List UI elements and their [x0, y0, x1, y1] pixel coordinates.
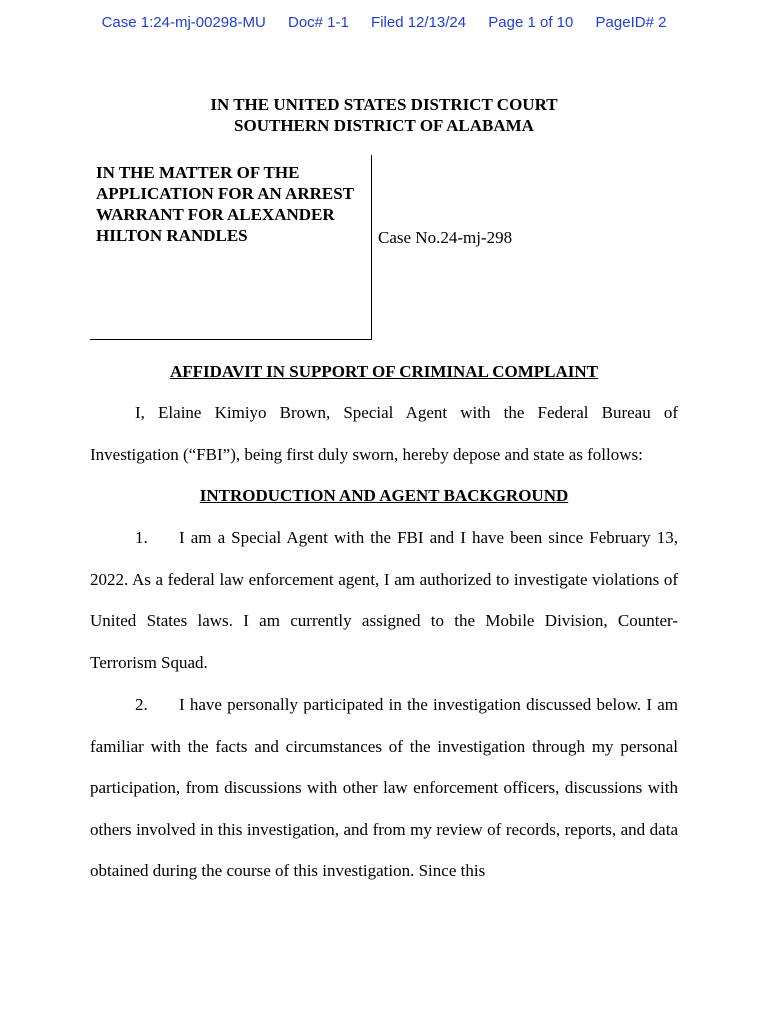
paragraph-1	[90, 517, 678, 683]
court-line-1: IN THE UNITED STATES DISTRICT COURT	[210, 95, 558, 114]
intro-paragraph: I, Elaine Kimiyo Brown, Special Agent with the Federal Bureau of Investigation (“FBI”), being first duly sworn, hereby depose and state as follows:	[90, 403, 678, 464]
stamp-page: Page 1 of 10	[488, 14, 574, 31]
stamp-case: Case 1:24-mj-00298-MU	[101, 14, 266, 31]
section-heading: INTRODUCTION AND AGENT BACKGROUND	[199, 486, 569, 505]
caption-matter: IN THE MATTER OF THE APPLICATION FOR AN ARREST WARRANT FOR ALEXANDER HILTON RANDLES	[96, 163, 354, 245]
paragraph-number: 1.	[135, 528, 148, 547]
court-line-2: SOUTHERN DISTRICT OF ALABAMA	[234, 116, 534, 135]
stamp-doc: Doc# 1-1	[287, 14, 349, 31]
caption-vertical-rule	[371, 155, 372, 340]
filing-stamp	[0, 14, 768, 31]
case-number: Case No.24-mj-298	[378, 228, 513, 247]
stamp-filed: Filed 12/13/24	[371, 14, 467, 31]
paragraph-2	[90, 684, 678, 892]
caption-horizontal-rule	[90, 339, 372, 340]
document-title: AFFIDAVIT IN SUPPORT OF CRIMINAL COMPLAINT	[169, 362, 599, 381]
paragraph-text: I have personally participated in the investigation discussed below. I am familiar with the facts and circumstances of the investigation through my personal participation, from discussions with other law enforcement officers, discussions with others involved in this investigation, and from my review of records, reports, and data obtained during the course of this investigation. Since this	[90, 695, 678, 881]
stamp-pageid: PageID# 2	[595, 14, 667, 31]
paragraph-text: I am a Special Agent with the FBI and I have been since February 13, 2022. As a federal law enforcement agent, I am authorized to investigate violations of United States laws. I am currently assigned to the Mobile Division, Counter-Terrorism Squad.	[90, 528, 678, 672]
paragraph-number: 2.	[135, 695, 148, 714]
court-heading	[0, 94, 768, 136]
